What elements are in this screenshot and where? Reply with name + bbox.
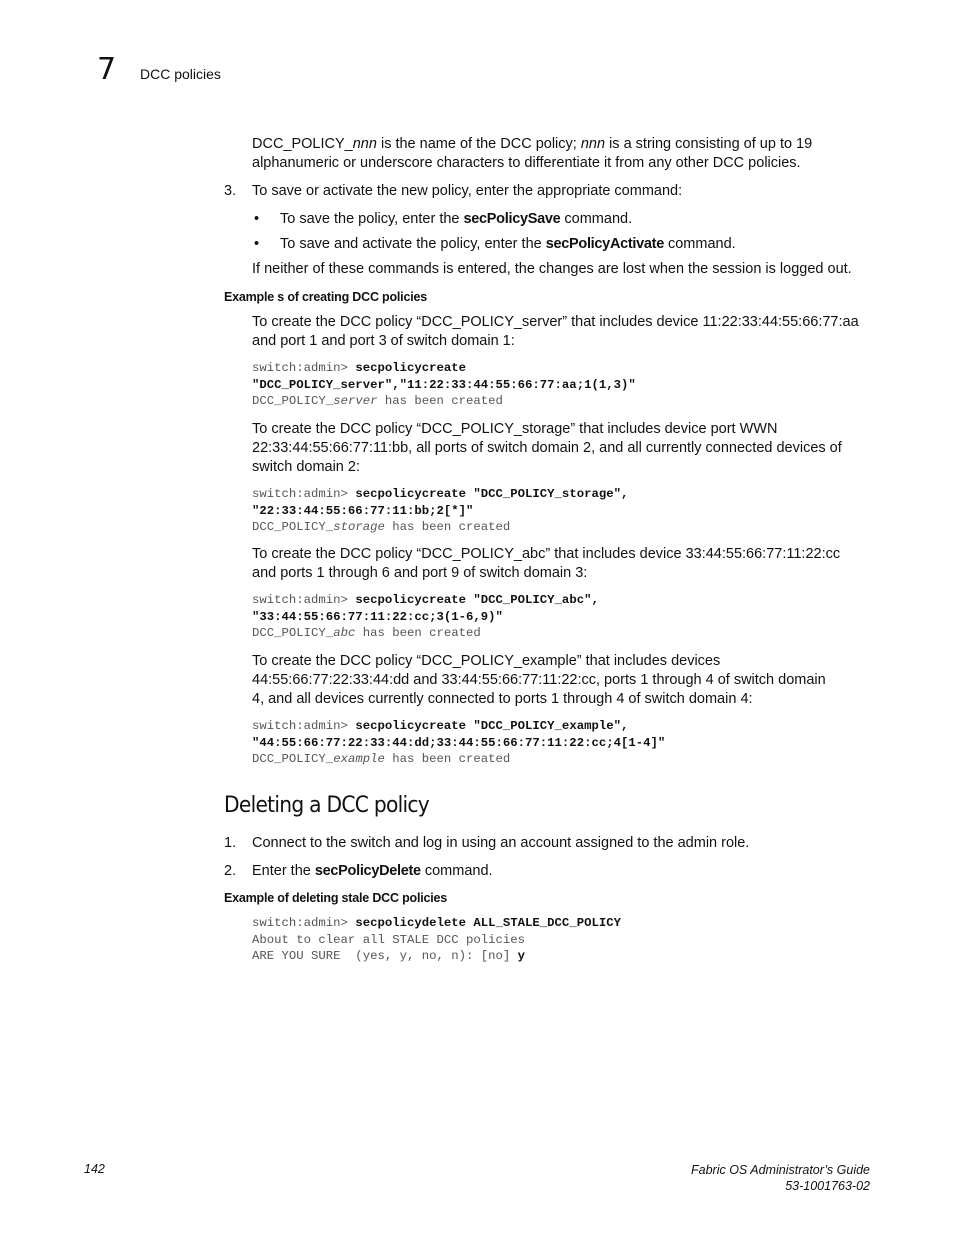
code-command: secpolicycreate "DCC_POLICY_abc", xyxy=(355,593,599,607)
bullet-text: To save and activate the policy, enter the xyxy=(280,236,546,252)
code-output: About to clear all STALE DCC policies xyxy=(252,932,526,947)
description-line: switch domain 2: xyxy=(252,458,360,475)
guide-title: Fabric OS Administrator’s Guide xyxy=(691,1163,870,1177)
code-command: secpolicycreate "DCC_POLICY_storage", xyxy=(355,487,629,501)
code-output: has been created xyxy=(384,752,511,766)
bullet-dot: • xyxy=(254,211,260,227)
description-line: and port 1 and port 3 of switch domain 1: xyxy=(252,332,515,349)
code-output-var: storage xyxy=(333,520,385,534)
delete-step-1 xyxy=(224,834,874,853)
code-prompt: switch:admin> xyxy=(252,361,356,375)
code-command: "44:55:66:77:22:33:44:dd;33:44:55:66:77:11:22:cc;4[1-4]" xyxy=(252,735,666,750)
code-output: has been created xyxy=(384,520,511,534)
description-line: To create the DCC policy “DCC_POLICY_abc” that includes device 33:44:55:66:77:11:22:cc xyxy=(252,546,841,562)
footer-doc-info xyxy=(691,1162,870,1194)
code-block xyxy=(252,718,665,768)
bullet-activate xyxy=(252,235,872,254)
code-block xyxy=(252,360,636,410)
description-line: To create the DCC policy “DCC_POLICY_example” that includes devices xyxy=(252,653,721,669)
bullet-save xyxy=(252,210,872,229)
code-command: secpolicycreate xyxy=(355,361,467,375)
example-description xyxy=(252,420,877,476)
bullet-dot: • xyxy=(254,236,260,252)
code-output: DCC_POLICY_ xyxy=(252,394,334,408)
step-text: command. xyxy=(420,863,493,879)
code-prompt: switch:admin> xyxy=(252,487,356,501)
description-line: and ports 1 through 6 and port 9 of switch domain 3: xyxy=(252,564,588,581)
bullet-text: command. xyxy=(560,211,633,227)
code-output-var: example xyxy=(333,752,385,766)
intro-text: is the name of the DCC policy; xyxy=(376,136,581,152)
code-output: ARE YOU SURE (yes, y, no, n): [no] xyxy=(252,949,518,963)
chapter-title: DCC policies xyxy=(140,66,221,82)
code-command: secpolicydelete ALL_STALE_DCC_POLICY xyxy=(355,916,621,930)
command-name: secPolicyActivate xyxy=(545,236,664,252)
code-output: has been created xyxy=(377,394,503,408)
code-command: "22:33:44:55:66:77:11:bb;2[*]" xyxy=(252,503,474,518)
code-command: "DCC_POLICY_server","11:22:33:44:55:66:77:aa;1(1,3)" xyxy=(252,377,636,392)
code-output-var: abc xyxy=(333,626,356,640)
delete-step-2 xyxy=(224,862,874,881)
description-line: 44:55:66:77:22:33:44:dd and 33:44:55:66:77:11:22:cc, ports 1 through 4 of switch domain xyxy=(252,671,826,688)
code-prompt: switch:admin> xyxy=(252,593,356,607)
command-name: secPolicySave xyxy=(463,211,561,227)
code-answer: y xyxy=(517,949,526,963)
step-number: 1. xyxy=(224,835,237,851)
step-3 xyxy=(224,182,874,201)
code-prompt: switch:admin> xyxy=(252,719,356,733)
page-number: 142 xyxy=(84,1162,105,1176)
chapter-number: 7 xyxy=(97,52,117,87)
code-prompt: switch:admin> xyxy=(252,916,356,930)
delete-example-heading: Example of deleting stale DCC policies xyxy=(224,891,448,905)
description-line: 4, and all devices currently connected to ports 1 through 4 of switch domain 4: xyxy=(252,690,753,707)
examples-heading: Example s of creating DCC policies xyxy=(224,290,427,304)
intro-text: is a string consisting of up to 19 xyxy=(605,136,813,152)
code-output: DCC_POLICY_ xyxy=(252,752,334,766)
delete-code-block xyxy=(252,915,621,965)
code-output: has been created xyxy=(355,626,481,640)
code-block xyxy=(252,592,599,642)
example-description xyxy=(252,652,877,708)
step-number: 2. xyxy=(224,863,237,879)
section-title: Deleting a DCC policy xyxy=(224,793,430,818)
code-output-var: server xyxy=(333,394,378,408)
example-description xyxy=(252,545,877,583)
code-command: secpolicycreate "DCC_POLICY_example", xyxy=(355,719,629,733)
step-text: Connect to the switch and log in using an account assigned to the admin role. xyxy=(252,835,750,851)
step-text: Enter the xyxy=(252,863,315,879)
intro-var: nnn xyxy=(580,136,606,152)
code-output: DCC_POLICY_ xyxy=(252,626,334,640)
doc-number: 53-1001763-02 xyxy=(785,1179,870,1193)
step-text: To save or activate the new policy, enter the appropriate command: xyxy=(252,183,683,199)
code-block xyxy=(252,486,628,536)
description-line: 22:33:44:55:66:77:11:bb, all ports of switch domain 2, and all currently connected devices of xyxy=(252,439,842,456)
example-description xyxy=(252,313,877,351)
description-line: To create the DCC policy “DCC_POLICY_storage” that includes device port WWN xyxy=(252,421,778,437)
command-name: secPolicyDelete xyxy=(314,863,421,879)
intro-text: alphanumeric or underscore characters to differentiate it from any other DCC policies. xyxy=(252,154,801,171)
save-note: If neither of these commands is entered, the changes are lost when the session is logged out. xyxy=(252,261,852,277)
code-command: "33:44:55:66:77:11:22:cc;3(1-6,9)" xyxy=(252,609,503,624)
bullet-text: command. xyxy=(663,236,736,252)
description-line: To create the DCC policy “DCC_POLICY_server” that includes device 11:22:33:44:55:66:77:aa xyxy=(252,314,859,330)
intro-paragraph xyxy=(252,135,877,173)
intro-text: DCC_POLICY_ xyxy=(252,136,353,152)
bullet-text: To save the policy, enter the xyxy=(280,211,464,227)
code-output: DCC_POLICY_ xyxy=(252,520,334,534)
intro-var: nnn xyxy=(352,136,377,152)
step-number: 3. xyxy=(224,183,237,199)
